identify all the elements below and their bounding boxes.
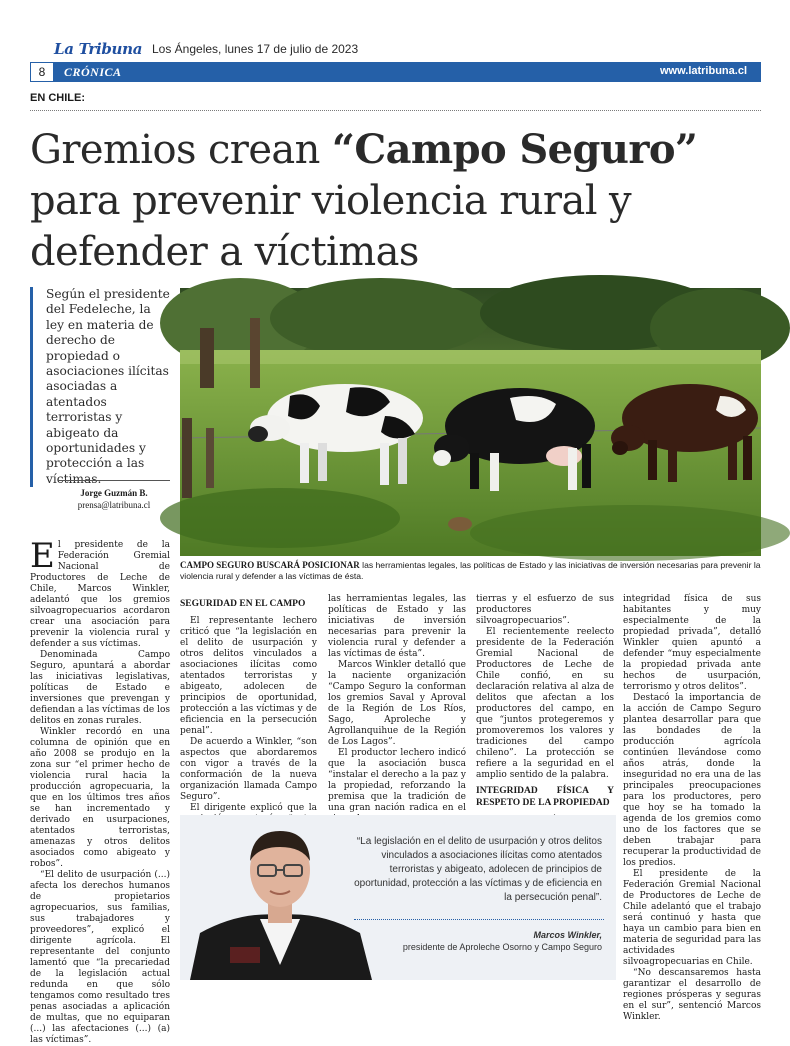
author-email-link[interactable]: prensa@latribuna.cl (77, 500, 151, 510)
caption-lead: CAMPO SEGURO BUSCARÁ POSICIONAR (180, 560, 360, 570)
pull-quote-attribution (402, 929, 602, 953)
body-paragraph: El productor lechero indicó que la asociación busca “instalar el derecho a la paz y la propiedad, reforzando la premisa que la tradición de una gran nación radica en el (328, 748, 466, 813)
masthead (40, 40, 760, 62)
body-paragraph: integridad física de sus habitantes y muy especialmente de la propiedad privada”, detalló Winkler quien apuntó a defender “muy especialmente la propiedad privada ante hechos de usurpación, terrorismo y otros delitos”. (623, 594, 761, 692)
body-paragraph: Winkler recordó en una columna de opinión que en año 2008 se produjo en la zona sur “el primer hecho de violencia rural hacia la producción agropecuaria, la que en los últimos tres años se han incrementado y derivado en usurpaciones, atentados terroristas, amenazas y otros delitos asociados como abigeato y robos”. (30, 727, 170, 869)
deck: Según el presidente del Fedeleche, la ley en materia de derecho de propiedad o asociaciones ilícitas asociadas a atentados terroristas y abigeato da oportunidades y protección a las víctimas. (30, 287, 170, 487)
body-column-1 (30, 536, 170, 1046)
body-paragraph: El presidente de la Federación Gremial Nacional de Productores de Leche de Chile adelantó que el trabajo será continuó y hasta que haya un cambio para bien en materia de seguridad para las actividades silvoagropecuarias en Chile. (623, 869, 761, 967)
subhead: INTEGRIDAD FÍSICA Y RESPETO DE LA PROPIEDAD (476, 786, 614, 808)
cows-pasture-image (180, 288, 761, 556)
headline-part-1: Gremios crean (30, 127, 332, 173)
body-paragraph: las herramientas legales, las políticas de Estado y las iniciativas de inversión necesarias para prevenir la violencia rural y defender a las víctimas de ésta”. (328, 594, 466, 659)
newspaper-logo[interactable]: La Tribuna (54, 40, 143, 58)
body-text: l presidente de la Federación Gremial Nacional de Productores de Leche de Chile, Marcos Winkler, adelantó que los gremios silvoagropecuarios acordaron crear una asociación para prevenir la violencia rural y defender a sus víctimas. (30, 540, 170, 649)
body-paragraph (30, 536, 170, 650)
body-paragraph: Denominada Campo Seguro, apuntará a abordar las iniciativas legislativas, políticas de Estado e inversiones que prevengan y defiendan a las víctimas de los delitos en zonas rurales. (30, 650, 170, 726)
kicker: EN CHILE: (30, 92, 85, 104)
body-column-3 (328, 594, 466, 825)
body-paragraph: De acuerdo a Winkler, “son aspectos que abordaremos con vigor a través de la conformación de la nueva organización llamada Campo Seguro”. (180, 737, 317, 802)
section-bar (30, 62, 761, 82)
quote-author-name: Marcos Winkler, (533, 930, 602, 940)
drop-cap: E (30, 536, 55, 576)
kicker-divider (30, 110, 761, 111)
body-column-4 (476, 594, 614, 826)
body-paragraph: Marcos Winkler detalló que la naciente organización “Campo Seguro la conforman los gremios Saval y Aproval de la Región de Los Ríos, Sago, Aproleche y Agrollanquihue de la Región de Los Lagos”. (328, 660, 466, 747)
pull-quote-divider (354, 919, 604, 920)
pull-quote-box (180, 815, 616, 980)
subhead: SEGURIDAD EN EL CAMPO (180, 599, 306, 609)
site-url-link[interactable]: www.latribuna.cl (660, 65, 747, 77)
body-paragraph: Destacó la importancia de la acción de Campo Seguro plantea desarrollar para que las bondades de la producción agrícola continúen llevándose como años atrás, donde la inseguridad no era una de las principales preocupaciones para los productores, pero que hoy se ha tomado la agenda de los gremios como uno de los factores que se deben trabajar para recuperar la productividad de los predios. (623, 693, 761, 868)
body-paragraph: El dirigente explicó que la (190, 803, 317, 813)
pull-quote-text: “La legislación en el delito de usurpación y otros delitos vinculados a asociaciones ilícitas como atentados terroristas y abigeato, adolecen de principios de oportunidad, protección a las víctimas y de eficiencia en la persecución penal”. (354, 836, 602, 903)
headline-part-2: para prevenir violencia rural y defender a víctimas (30, 178, 632, 275)
body-paragraph: “No descansaremos hasta garantizar el desarrollo de regiones prósperas y seguras en el sur”, sentenció Marcos Winkler. (623, 968, 761, 1022)
headline (30, 124, 765, 278)
body-column-2 (180, 594, 317, 847)
page-number: 8 (30, 62, 54, 82)
byline (58, 487, 170, 511)
dateline: Los Ángeles, lunes 17 de julio de 2023 (152, 42, 359, 56)
portrait-photo (180, 815, 380, 980)
photo-caption (180, 560, 761, 582)
author-name: Jorge Guzmán B. (80, 488, 148, 498)
section-name: CRÓNICA (64, 65, 122, 79)
headline-emphasis: “Campo Seguro” (331, 126, 698, 173)
byline-divider (58, 480, 170, 481)
portrait-image (180, 815, 380, 980)
body-column-5 (623, 594, 761, 1023)
body-paragraph: El recientemente reelecto presidente de la Federación Gremial Nacional de Productores de Leche de Chile confió, en su declaración relativa al alza de delitos que afectan a los productores del campo, en que “juntos protegeremos y promoveremos los valores y tradiciones del campo chileno”. La protección se refiere a la seguridad en el amplio sentido de la palabra. (476, 627, 614, 780)
caption-text: las herramientas legales, las políticas de Estado y las iniciativas de inversión necesarias para prevenir la violencia rural y defender a las víctimas de ésta. (180, 560, 761, 581)
cows-photo (180, 288, 761, 556)
quote-author-role: presidente de Aproleche Osorno y Campo Seguro (402, 942, 602, 952)
body-paragraph: “El delito de usurpación (...) afecta los derechos humanos de propietarios agropecuarios, sus familias, sus trabajadores y proveedores”, explicó el dirigente agrícola. El representante del conjunto lamentó que “la precariedad de la legislación actual redunda en que sólo tengamos como resultado tres penas asociadas a aplicación de multas, que no equiparan (...) las afectaciones (...) (a) las víctimas”. (30, 870, 170, 1045)
body-paragraph: El representante lechero criticó que “la legislación en el delito de usurpación y otros delitos vinculados a asociaciones ilícitas como atentados terroristas y abigeato, adolecen de principios de oportunidad, protección a las víctimas y de eficiencia en la persecución penal”. (180, 616, 317, 736)
body-paragraph: tierras y el esfuerzo de sus productores silvoagropecuarios”. (476, 594, 614, 626)
